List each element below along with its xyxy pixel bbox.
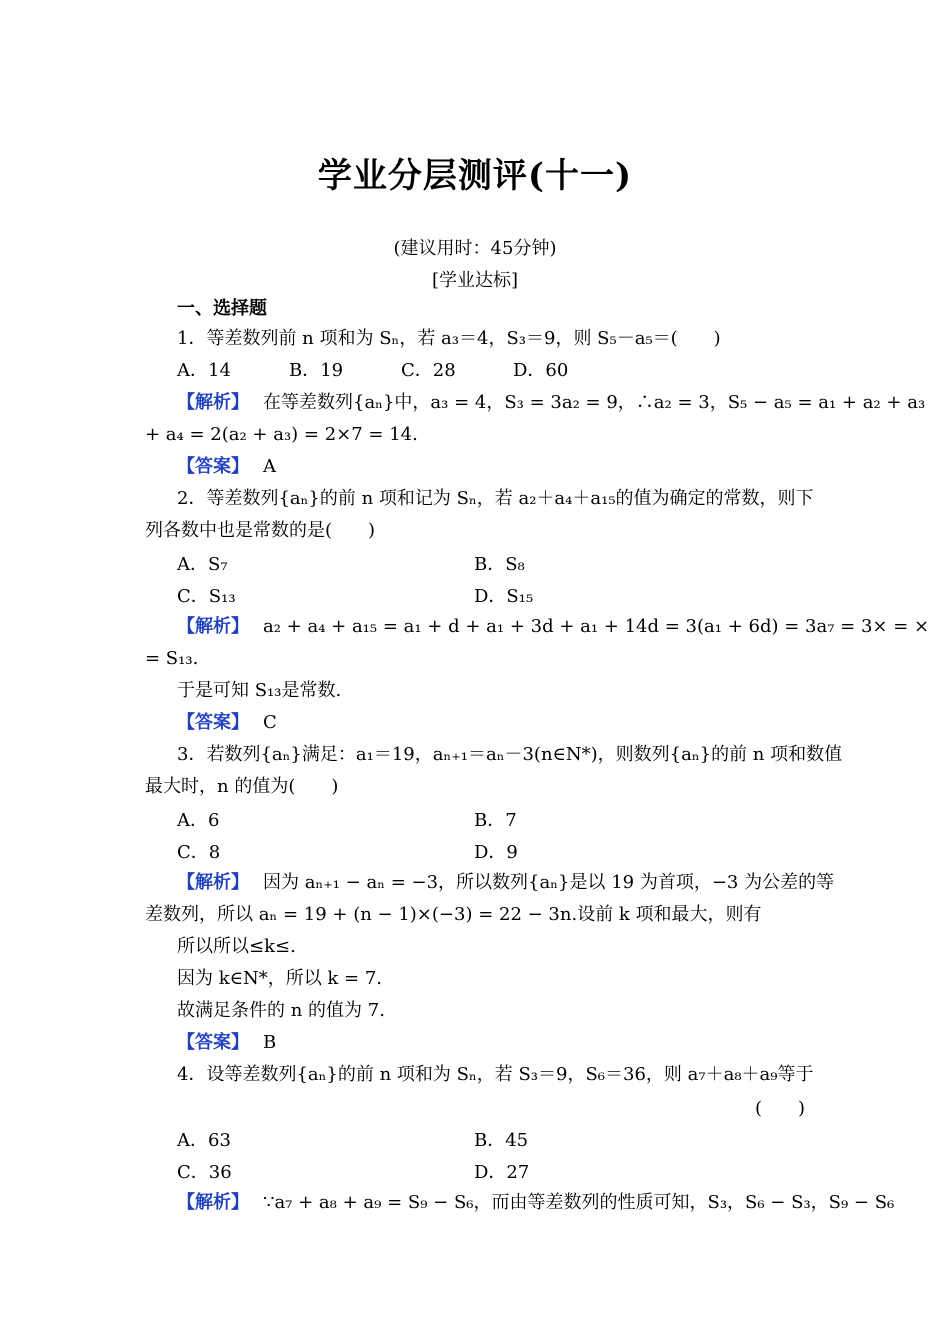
q1-option-c: C．28 [401, 360, 456, 381]
q1-option-b: B．19 [289, 360, 344, 381]
answer-label: 【答案】 [177, 712, 249, 733]
q3-analysis [177, 870, 842, 896]
q4-option-a: A．63 [177, 1130, 231, 1151]
q4-option-c: C．36 [177, 1162, 232, 1183]
answer-label: 【答案】 [177, 1032, 249, 1053]
q2-stem-cont: 列各数中也是常数的是( ) [145, 520, 376, 541]
q1-analysis-cont: + a₄ = 2(a₂ + a₃) = 2×7 = 14. [145, 424, 418, 445]
answer-label: 【答案】 [177, 456, 249, 477]
q1-option-d: D．60 [513, 360, 569, 381]
q3-answer [177, 1030, 842, 1056]
q3-stem-cont: 最大时，n 的值为( ) [145, 776, 339, 797]
q3-analysis-text: 因为 aₙ₊₁ − aₙ = −3，所以数列{aₙ}是以 19 为首项，−3 为公差的等 [263, 872, 835, 893]
q2-analysis [177, 614, 930, 640]
q1-stem: 1．等差数列前 n 项和为 Sₙ，若 a₃＝4，S₃＝9，则 S₅－a₅＝( ) [177, 328, 721, 349]
q3-option-b: B．7 [474, 810, 517, 831]
q1-analysis [177, 390, 926, 416]
q3-option-d: D．9 [474, 842, 518, 863]
analysis-label: 【解析】 [177, 1192, 249, 1213]
analysis-label: 【解析】 [177, 616, 249, 637]
q3-analysis-k: 因为 k∈N*，所以 k = 7. [177, 968, 383, 989]
q2-answer [177, 710, 842, 736]
q4-analysis [177, 1190, 895, 1216]
q4-option-b: B．45 [474, 1130, 529, 1151]
q4-option-d: D．27 [474, 1162, 530, 1183]
q3-option-c: C．8 [177, 842, 221, 863]
q3-analysis-range: 所以所以≤k≤. [177, 936, 296, 957]
q1-answer-value: A [263, 456, 276, 477]
q2-answer-value: C [263, 712, 277, 733]
q1-analysis-text: 在等差数列{aₙ}中，a₃ = 4，S₃ = 3a₂ = 9，∴a₂ = 3，S₅ − a₅ = a₁ + a₂ + a₃ [263, 392, 926, 413]
q1-option-a: A．14 [177, 360, 231, 381]
q3-answer-value: B [263, 1032, 277, 1053]
q4-answer-blank: ( ) [755, 1098, 806, 1119]
q1-options [177, 358, 842, 384]
q2-analysis-conclusion: 于是可知 S₁₃是常数. [177, 680, 342, 701]
q4-stem: 4．设等差数列{aₙ}的前 n 项和为 Sₙ，若 S₃＝9，S₆＝36，则 a₇＋a₈＋a₉等于 [177, 1064, 814, 1085]
q2-analysis-cont: = S₁₃. [145, 648, 199, 669]
q1-answer [177, 454, 842, 480]
q3-option-a: A．6 [177, 810, 220, 831]
q2-option-c: C．S₁₃ [177, 586, 236, 607]
q3-analysis-cont: 差数列，所以 aₙ = 19 + (n − 1)×(−3) = 22 − 3n.设前 k 项和最大，则有 [145, 904, 762, 925]
section-heading: 一、选择题 [177, 298, 267, 319]
page-title: 学业分层测评(十一) [317, 156, 633, 196]
q2-option-d: D．S₁₅ [474, 586, 534, 607]
analysis-label: 【解析】 [177, 872, 249, 893]
analysis-label: 【解析】 [177, 392, 249, 413]
q4-analysis-text: ∵a₇ + a₈ + a₉ = S₉ − S₆，而由等差数列的性质可知，S₃，S₆ − S₃，S₉ − S₆ [263, 1192, 895, 1213]
q3-analysis-conclusion: 故满足条件的 n 的值为 7. [177, 1000, 385, 1021]
time-note: (建议用时：45分钟) [393, 238, 557, 259]
section-tag: [学业达标] [431, 270, 519, 291]
q3-stem: 3．若数列{aₙ}满足：a₁＝19，aₙ₊₁＝aₙ－3(n∈N*)，则数列{aₙ}的前 n 项和数值 [177, 744, 843, 765]
q2-analysis-text: a₂ + a₄ + a₁₅ = a₁ + d + a₁ + 3d + a₁ + 14d = 3(a₁ + 6d) = 3a₇ = 3× = × [263, 616, 930, 637]
q2-option-b: B．S₈ [474, 554, 525, 575]
q2-option-a: A．S₇ [177, 554, 228, 575]
q2-stem: 2．等差数列{aₙ}的前 n 项和记为 Sₙ，若 a₂＋a₄＋a₁₅的值为确定的常数，则下 [177, 488, 814, 509]
